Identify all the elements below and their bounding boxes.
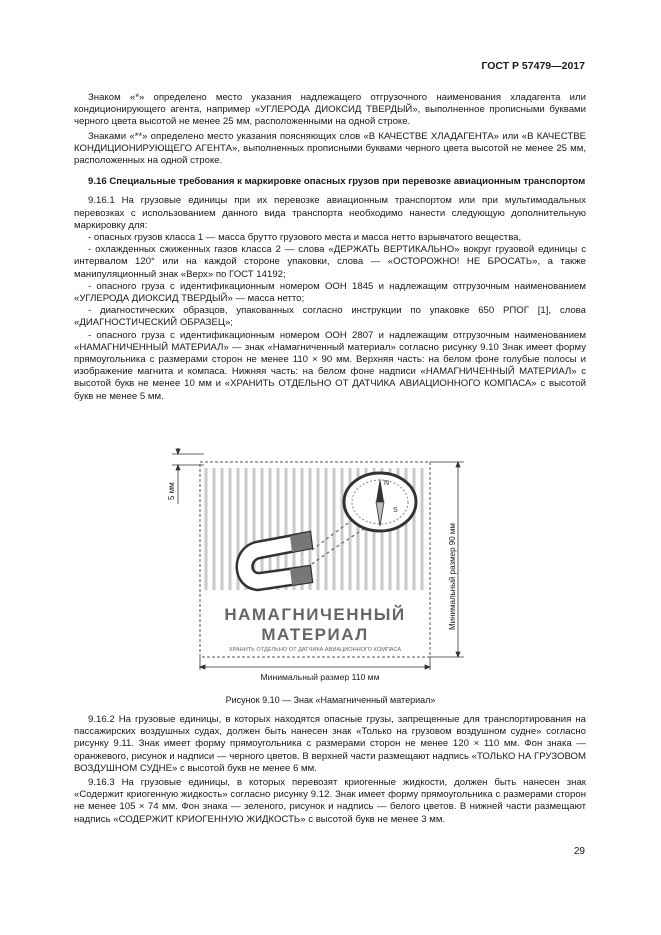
document-id: ГОСТ Р 57479—2017 — [481, 60, 585, 72]
dimension-bottom — [200, 657, 430, 670]
dimension-top-label: 5 мм — [167, 482, 176, 500]
paragraph: 9.16.1 На грузовые единицы при их перевозке авиационным транспортом или при мультимодальных перевозках с использованием данного вида транспорта необходимо нанести следующую дополнительную маркировку для: — [74, 195, 586, 231]
list-item: - опасного груза с идентификационным номером ООН 2807 и надлежащим отгрузочным наименованием «НАМАГНИЧЕННЫЙ МАТЕРИАЛ» — знак «Намагниченный материал» согласно рисунку 9.10 Знак имеет форму прямоугольника с размерами сторон не менее 110 × 90 мм. Верхняя часть: на белом фоне голубые полосы и изображение магнита и компаса. Нижняя часть: на белом фоне надписи «НАМАГНИЧЕННЫЙ МАТЕРИАЛ» с высотой букв не менее 10 мм и «ХРАНИТЬ ОТДЕЛЬНО ОТ ДАТЧИКА АВИАЦИОННОГО КОМПАСА» с высотой букв не менее 5 мм. — [74, 329, 586, 402]
paragraph: 9.16.3 На грузовые единицы, в которых перевозят криогенные жидкости, должен быть нанесен знак «Содержит криогенную жидкость» согласно рисунку 9.12. Знак имеет форму прямоугольника с размерами сторон не менее 105 × 74 мм. Фон знака — зеленого, рисунок и надпись — белого цветов. В нижней части размещают надпись «СОДЕРЖИТ КРИОГЕННУЮ ЖИДКОСТЬ» с высотой букв не менее 3 мм. — [74, 777, 586, 825]
section-heading: 9.16 Специальные требования к маркировке опасных грузов при перевозке авиационным транспортом — [88, 176, 586, 188]
svg-text:N: N — [384, 480, 390, 487]
sign-subtitle: ХРАНИТЬ ОТДЕЛЬНО ОТ ДАТЧИКА АВИАЦИОННОГО КОМПАСА — [228, 647, 402, 653]
dimension-right-label: Минимальный размер 90 мм — [448, 523, 457, 630]
dimension-bottom-label: Минимальный размер 110 мм — [260, 672, 380, 682]
list-item: - охлажденных сжиженных газов класса 2 — слова «ДЕРЖАТЬ ВЕРТИКАЛЬНО» вокруг грузовой единицы с интервалом 120° или на каждой стороне упаковки, слова — «ОСТОРОЖНО! НЕ БРОСАТЬ», а также манипуляционный знак «Верх» по ГОСТ 14192; — [74, 244, 586, 280]
text-block-bottom — [74, 714, 586, 826]
paragraph: Знаком «*» определено место указания надлежащего отгрузочного наименования хладагента или кондиционирующего агента, например «УГЛЕРОДА ДИОКСИД ТВЕРДЫЙ», выполненное прописными буквами черного цвета высотой не менее 25 мм, расположенными на одной строке. — [74, 92, 586, 128]
paragraph: Знаками «**» определено место указания поясняющих слов «В КАЧЕСТВЕ ХЛАДАГЕНТА» или «В КАЧЕСТВЕ КОНДИЦИОНИРУЮЩЕГО АГЕНТА», выполненных прописными буквами черного цвета высотой не менее 25 мм, расположенных на одной строке. — [74, 130, 586, 167]
sign-title-line1: НАМАГНИЧЕННЫЙ — [224, 605, 406, 624]
figure-caption: Рисунок 9.10 — Знак «Намагниченный материал» — [225, 695, 436, 705]
dimension-right — [430, 462, 464, 657]
compass-icon — [344, 473, 416, 531]
list-item: - диагностических образцов, упакованных согласно инструкции по упаковке 650 РПОГ [1], слова «ДИАГНОСТИЧЕСКИЙ ОБРАЗЕЦ»; — [74, 305, 586, 329]
list-item: - опасных грузов класса 1 — масса брутто грузового места и масса нетто взрывчатого вещества, — [88, 232, 522, 244]
dimension-top — [172, 448, 204, 504]
paragraph: 9.16.2 На грузовые единицы, в которых находятся опасные грузы, запрещенные для транспортирования на пассажирских воздушных судах, должен быть нанесен знак «Только на грузовом воздушном судне» согласно рисунку 9.11. Знак имеет форму прямоугольника с размерами сторон не менее 120 × 110 мм. Фон знака — оранжевого, рисунок и надписи — черного цветов. В верхней части размещают надпись «ТОЛЬКО НА ГРУЗОВОМ ВОЗДУШНОМ СУДНЕ» с высотой букв не менее 6 мм. — [74, 714, 586, 774]
page-number: 29 — [573, 846, 585, 857]
svg-text:S: S — [393, 507, 398, 514]
list-item: - опасного груза с идентификационным номером ООН 1845 и надлежащим отгрузочным наименованием «УГЛЕРОДА ДИОКСИД ТВЕРДЫЙ» — масса нетто; — [74, 280, 586, 305]
magnetized-material-figure — [160, 440, 480, 670]
text-block-top — [74, 92, 586, 403]
sign-title-line2: МАТЕРИАЛ — [261, 625, 369, 644]
